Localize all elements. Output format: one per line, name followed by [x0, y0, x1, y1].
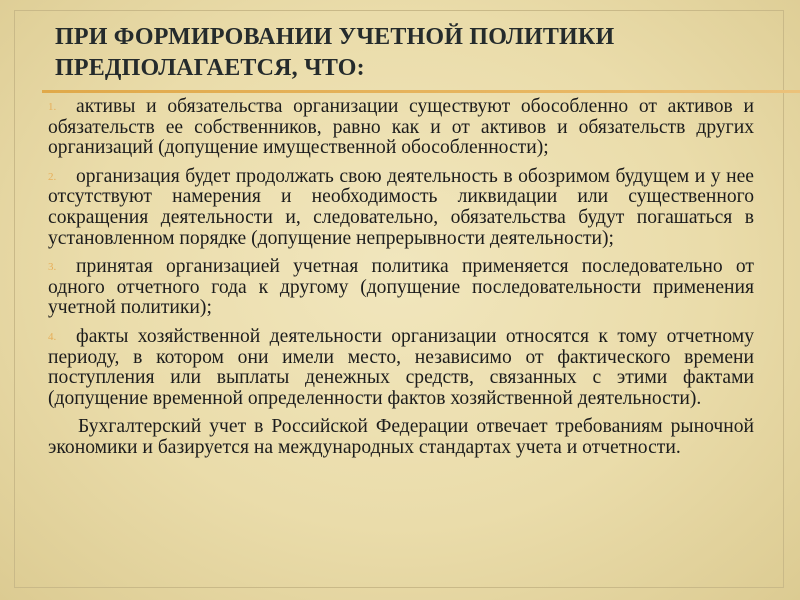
slide-title: ПРИ ФОРМИРОВАНИИ УЧЕТНОЙ ПОЛИТИКИ ПРЕДПОЛАГАЕТСЯ, ЧТО: [55, 24, 615, 81]
list-item-text: активы и обязательства организации существуют обособленно от активов и обязательств ее собственников, равно как и от активов и обязательств других организаций (допущение имущественной обособленности); [48, 96, 754, 159]
list-item-number: 3. [48, 261, 57, 274]
list-item-text: организация будет продолжать свою деятельность в обозримом будущем и у нее отсутствуют намерения и необходимость ликвидации или существенного сокращения деятельности и, следовательно, обязательства будут погашаться в установленном порядке (допущение непрерывности деятельности); [48, 165, 754, 249]
list-item-4 [48, 327, 754, 409]
list-item-number: 4. [48, 330, 57, 343]
closing-paragraph: Бухгалтерский учет в Российской Федерации отвечает требованиям рыночной экономики и базируется на международных стандартах учета и отчетности. [48, 416, 754, 458]
title-underline [42, 90, 800, 93]
slide-body [48, 97, 754, 459]
list-item-text: факты хозяйственной деятельности организации относятся к тому отчетному периоду, в котором они имели место, независимо от фактического времени поступления или выплаты денежных средств, связанных с этими фактами (допущение временной определенности фактов хозяйственной деятельности). [48, 325, 754, 409]
list-item-2 [48, 167, 754, 249]
list-item-number: 2. [48, 170, 57, 183]
list-item-3 [48, 257, 754, 319]
list-item-1 [48, 97, 754, 159]
list-item-text: принятая организацией учетная политика применяется последовательно от одного отчетного года к другому (допущение последовательности применения учетной политики); [48, 256, 754, 319]
list-item-number: 1. [48, 101, 57, 113]
